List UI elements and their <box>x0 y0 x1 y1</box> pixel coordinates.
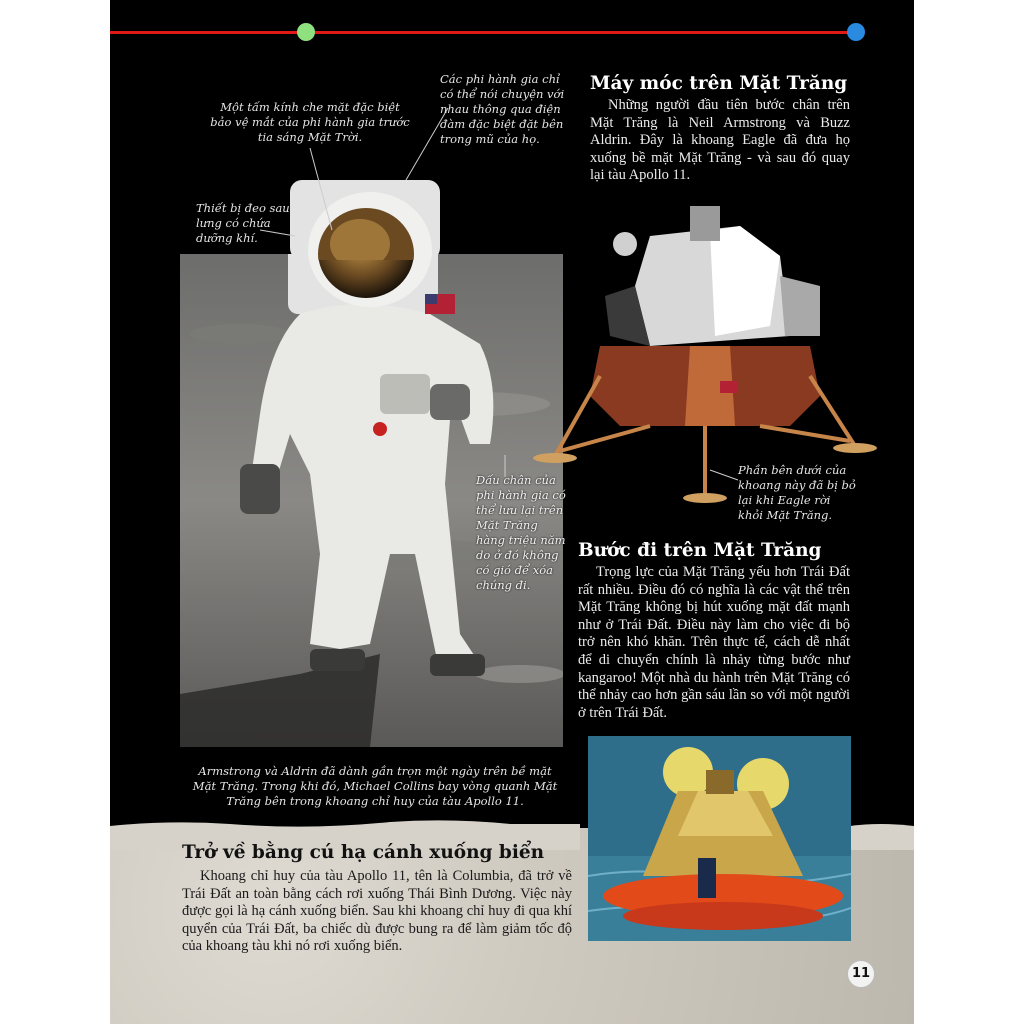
text-splashdown: Khoang chỉ huy của tàu Apollo 11, tên là Columbia, đã trở về Trái Đất an toàn bằng cách rơi xuống Thái Bình Dương. Việc này được gọi là hạ cánh xuống biển. Sau khi khoang chỉ huy đi qua khí quyển của Trái Đất, ba chiếc dù được bung ra để làm giảm tốc độ của khoang tàu khi nó rơi xuống biển. <box>182 868 572 955</box>
heading-machines: Máy móc trên Mặt Trăng <box>590 73 848 94</box>
page-number: 11 <box>847 960 875 988</box>
book-page <box>110 0 914 1024</box>
caption-lander-lower: Phần bên dưới của khoang này đã bị bỏ lại khi Eagle rời khỏi Mặt Trăng. <box>738 463 856 522</box>
text-machines: Những người đầu tiên bước chân trên Mặt Trăng là Neil Armstrong và Buzz Aldrin. Đây là khoang Eagle đã đưa họ xuống bề mặt Mặt Trăng - và sau đó quay lại tàu Apollo 11. <box>590 97 850 184</box>
caption-footprints: Dấu chân của phi hành gia có thể lưu lại trên Mặt Trăng hàng triệu năm do ở đó không có gió để xóa chúng đi. <box>476 473 566 592</box>
splashdown-capsule-photo <box>588 736 851 941</box>
caption-visor: Một tấm kính che mặt đặc biệt bảo vệ mắt của phi hành gia trước tia sáng Mặt Trời. <box>210 100 410 144</box>
caption-radio: Các phi hành gia chỉ có thể nói chuyện với nhau thông qua điện đàm đặc biệt đặt bên trong mũ của họ. <box>440 72 565 146</box>
heading-splashdown: Trở về bằng cú hạ cánh xuống biển <box>182 842 545 863</box>
caption-backpack: Thiết bị đeo sau lưng có chứa dưỡng khí. <box>196 201 290 245</box>
heading-walking: Bước đi trên Mặt Trăng <box>578 540 822 561</box>
text-walking: Trọng lực của Mặt Trăng yếu hơn Trái Đất rất nhiều. Điều đó có nghĩa là các vật thể trên Mặt Trăng không bị hút xuống mặt đất mạnh như ở Trái Đất. Điều này làm cho việc đi bộ trở nên khó khăn. Trên thực tế, cách dễ nhất để di chuyển chính là nhảy từng bước như kangaroo! Một nhà du hành trên Mặt Trăng có thể nhảy cao hơn gần sáu lần so với một người ở trên Trái Đất. <box>578 564 850 721</box>
caption-main-photo: Armstrong và Aldrin đã dành gần trọn một ngày trên bề mặt Mặt Trăng. Trong khi đó, Michael Collins bay vòng quanh Mặt Trăng bên trong khoang chỉ huy của tàu Apollo 11. <box>192 764 558 808</box>
